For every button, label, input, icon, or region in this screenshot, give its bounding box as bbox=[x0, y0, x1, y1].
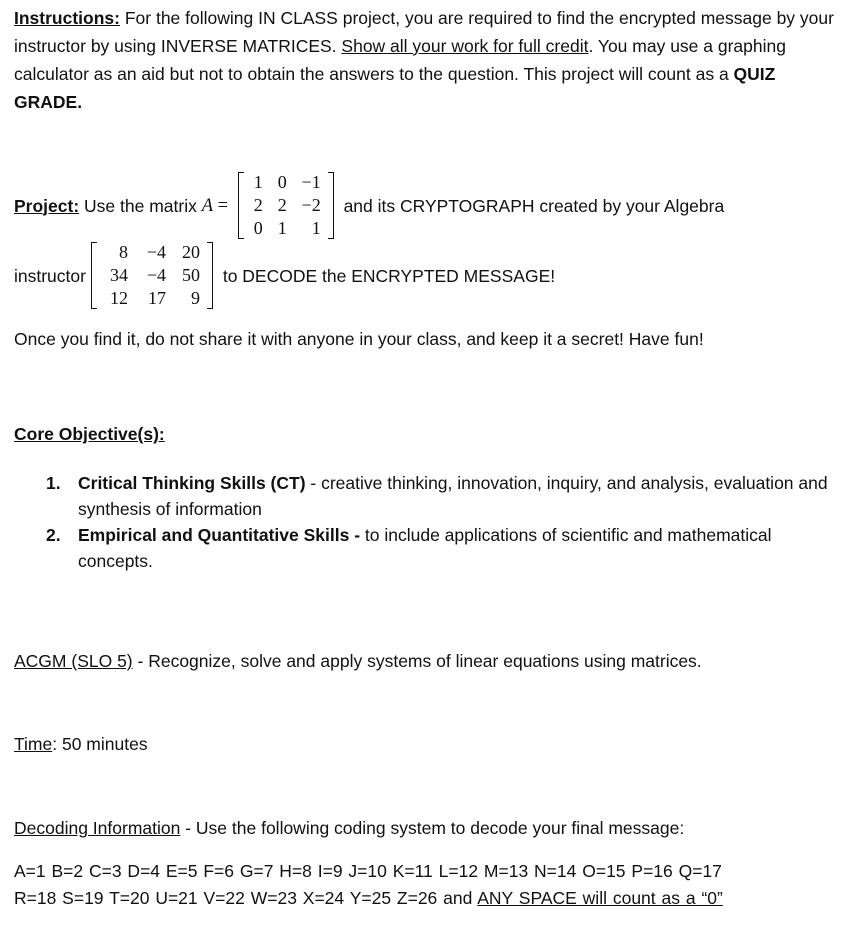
equals-sign: = bbox=[213, 195, 233, 216]
time-line bbox=[14, 730, 148, 758]
cryptograph-cell: 20 bbox=[181, 242, 200, 262]
acgm-line bbox=[14, 647, 702, 675]
cryptograph-cell: 34 bbox=[109, 265, 128, 285]
secret-note: Once you find it, do not share it with anyone in your class, and keep it a secret! Have fun! bbox=[14, 329, 704, 349]
matrix-a-cell: 0 bbox=[253, 218, 263, 238]
instructor-word: instructor bbox=[14, 265, 86, 286]
matrix-a-cell: 1 bbox=[311, 218, 321, 238]
matrix-a-cell: 1 bbox=[253, 172, 263, 192]
project-text-3: to DECODE the ENCRYPTED MESSAGE! bbox=[217, 265, 556, 286]
cryptograph-cell: 17 bbox=[147, 288, 166, 308]
objective-text: to include applications of scientific and mathematical concepts. bbox=[78, 525, 772, 571]
matrix-a-cell: 2 bbox=[253, 195, 263, 215]
code-table-text: R=18 S=19 T=20 U=21 V=22 W=23 X=24 Y=25 Z=26 and bbox=[14, 888, 478, 908]
show-work-note: Show all your work for full credit bbox=[341, 36, 589, 56]
matrix-name: A bbox=[201, 195, 214, 216]
cryptograph-cell: 12 bbox=[109, 288, 128, 308]
code-table-line-2 bbox=[14, 884, 723, 912]
acgm-text: - Recognize, solve and apply systems of linear equations using matrices. bbox=[132, 651, 702, 671]
objective-title: Critical Thinking Skills (CT) bbox=[78, 473, 306, 493]
cryptograph-cell: −4 bbox=[146, 242, 166, 262]
space-rule: ANY SPACE will count as a “0” bbox=[477, 888, 723, 908]
project-text-1: Use the matrix bbox=[79, 195, 202, 216]
code-table-line-1: A=1 B=2 C=3 D=4 E=5 F=6 G=7 H=8 I=9 J=10 K=11 L=12 M=13 N=14 O=15 P=16 Q=17 bbox=[14, 861, 722, 881]
list-number: 2. bbox=[46, 525, 61, 545]
project-text-2: and its CRYPTOGRAPH created by your Algebra bbox=[338, 195, 725, 216]
acgm-label: ACGM (SLO 5) bbox=[14, 651, 133, 671]
instructions-label: Instructions: bbox=[14, 8, 120, 28]
matrix-a-cell: 2 bbox=[277, 195, 287, 215]
quiz-grade-note: QUIZ GRADE. bbox=[14, 64, 776, 112]
cryptograph-matrix bbox=[90, 241, 214, 310]
list-number: 1. bbox=[46, 473, 61, 493]
time-value: : 50 minutes bbox=[52, 734, 148, 754]
decoding-text: - Use the following coding system to decode your final message: bbox=[180, 818, 685, 838]
time-label: Time bbox=[14, 734, 53, 754]
list-item bbox=[46, 470, 846, 522]
decoding-label: Decoding Information bbox=[14, 818, 181, 838]
project-label: Project: bbox=[14, 195, 80, 216]
objective-title: Empirical and Quantitative Skills - bbox=[78, 525, 361, 545]
matrix-a-cell: −1 bbox=[301, 172, 321, 192]
cryptograph-cell: 9 bbox=[190, 288, 200, 308]
cryptograph-cell: 50 bbox=[181, 265, 200, 285]
matrix-a-cell: 0 bbox=[277, 172, 287, 192]
list-item bbox=[46, 522, 846, 574]
instructions-text-1: For the following IN CLASS project, you are required to find the encrypted message by your instructor by using INVERSE MATRICES. bbox=[14, 8, 834, 56]
objectives-list bbox=[46, 470, 846, 574]
cryptograph-cell: −4 bbox=[146, 265, 166, 285]
decoding-line bbox=[14, 814, 684, 842]
core-objectives-title: Core Objective(s): bbox=[14, 424, 165, 444]
instructions-text-2: . You may use a graphing calculator as an aid but not to obtain the answers to the question. This project will count as a bbox=[14, 36, 786, 84]
matrix-a bbox=[237, 171, 335, 240]
cryptograph-line bbox=[14, 241, 555, 310]
matrix-a-cell: 1 bbox=[277, 218, 287, 238]
project-line bbox=[14, 171, 724, 240]
objective-text: - creative thinking, innovation, inquiry, and analysis, evaluation and synthesis of information bbox=[78, 473, 828, 519]
matrix-a-cell: −2 bbox=[301, 195, 321, 215]
cryptograph-cell: 8 bbox=[118, 242, 128, 262]
instructions-paragraph bbox=[14, 4, 834, 116]
